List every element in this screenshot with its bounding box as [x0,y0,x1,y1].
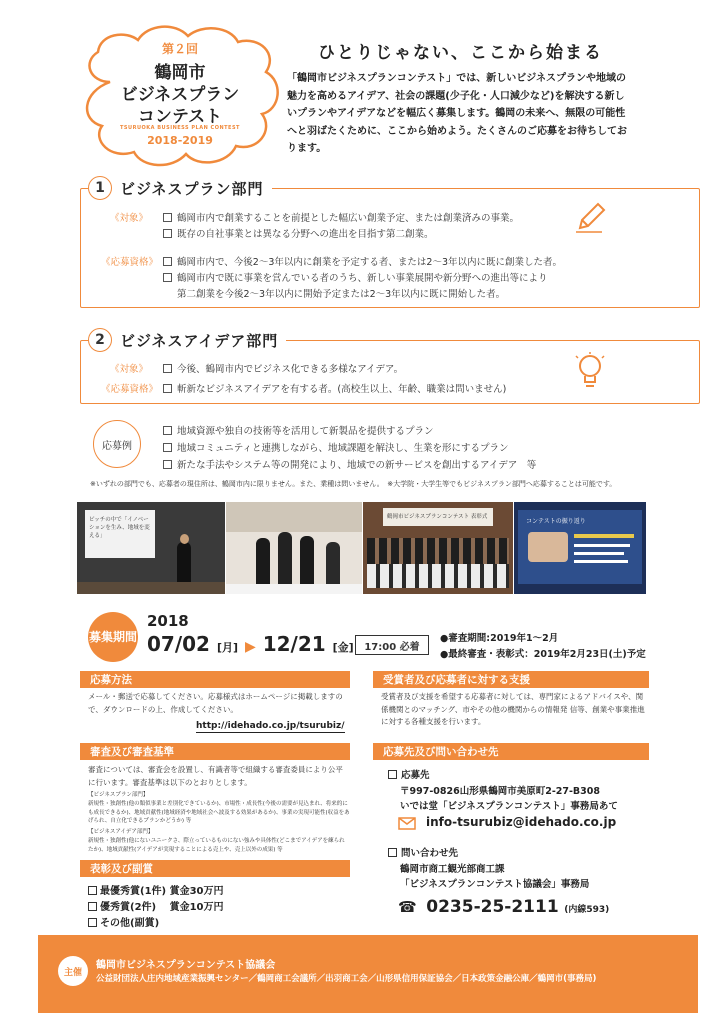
example-item: 新たな手法やシステム等の開発により、地域での新サービスを創出するアイデア 等 [163,457,536,471]
criteria-plan-text: 新規性・独創性(他の類似事業と差別化できているか)、市場性・成長性(今後の需要が見込まれ、将来的にも成長できるか)、地域貢献性(地域経済や地域社会へ波及する効果があるか)、事業の実現可能性(収益をあげられ、自立化できるプランかどうか) 等 [88,801,350,824]
checkbox-icon [163,460,172,469]
end-day: [金] [332,641,354,654]
host-name: 鶴岡市ビジネスプランコンテスト協議会 [96,960,276,971]
checkbox-icon [388,848,397,857]
checkbox-icon [88,886,97,895]
phone-number[interactable]: 0235-25-2111 [426,897,559,917]
howto-url[interactable]: http://idehado.co.jp/tsurubiz/ [196,721,345,731]
criteria-text: 審査については、審査会を設置し、有識者等で組織する審査委員により公平に行います。審査基準は以下のとおりとします。 [88,765,343,787]
period-year: 2018 [147,612,189,630]
inquiry-label: 問い合わせ先 [388,845,458,859]
logo-line2: ビジネスプラン [120,85,240,105]
end-date: 12/21 [262,632,326,656]
section1-qual-label: 《応募資格》 [101,257,159,268]
mail-icon [398,817,416,830]
section1-heading [88,175,272,201]
support-text: 受賞者及び支援を希望する応募者に対しては、専門家によるアドバイスや、関係機関とのマッチング、市やその他の機関からの情報発 信等、創業や事業推進に対する各種支援を行います。 [381,692,645,726]
tagline: ひとりじゃない、ここから始まる [318,43,603,63]
section2-target-item: 今後、鶴岡市内でビジネス化できる多様なアイデア。 [163,361,403,375]
checkbox-icon [163,213,172,222]
section2-target-label: 《対象》 [110,364,149,375]
checkbox-icon [388,770,397,779]
arrow-right-icon: ▶ [244,639,256,655]
final-review: ●最終審査・表彰式：2019年2月23日(土)予定 [440,649,646,660]
section2-number: 2 [88,328,112,352]
section1-target-item: 既存の自社事業とは異なる分野への進出を目指す第二創業。 [163,226,434,240]
host-members: 公益財団法人庄内地域産業振興センター／鶴岡商工会議所／出羽商工会／山形県信用保証協会／日本政策金融公庫／鶴岡市(事務局) [96,974,597,984]
start-date: 07/02 [147,632,210,656]
section1-number: 1 [88,176,112,200]
phone-icon: ☎ [398,898,417,916]
example-item: 地域資源や独自の技術等を活用して新製品を提供するプラン [163,423,434,437]
checkbox-icon [163,384,172,393]
review-period: ●審査期間:2019年1〜2月 [440,633,559,644]
logo-years: 2018-2019 [147,134,213,147]
apply-label: 応募先 [388,767,430,781]
apply-address: 〒997-0826山形県鶴岡市美原町2-27-B308 [400,786,601,797]
checkbox-icon [163,426,172,435]
deadline-box: 17:00 必着 [355,635,429,655]
award-item: 優秀賞(2件) 賞金10万円 [88,898,224,913]
section2-heading [88,327,286,353]
photo-presenter: ピッチの中で「イノベーションを生み、地域を変える」 [77,502,225,594]
support-heading: 受賞者及び応募者に対する支援 [373,671,649,688]
logo-edition: 第２回 [161,42,198,56]
inquiry-dept: 鶴岡市商工観光部商工課 [400,864,505,875]
checkbox-icon [163,229,172,238]
criteria-plan-head: 【ビジネスプラン部門】 [88,792,149,798]
eligibility-note: ※いずれの部門でも、応募者の現住所は、鶴岡市内に限りません。また、業種は問いません。 ※大学院・大学生等でもビジネスプラン部門へ応募することは可能です。 [90,480,617,488]
example-item: 地域コミュニティと連携しながら、地域課題を解決し、生業を形にするプラン [163,440,509,454]
section2-qual-item: 斬新なビジネスアイデアを有する者。(高校生以上、年齢、職業は問いません) [163,381,506,395]
inquiry-assoc: 「ビジネスプランコンテスト協議会」事務局 [400,879,590,890]
photo-slide: コンテストの振り返り [514,502,646,594]
checkbox-icon [163,364,172,373]
checkbox-icon [88,918,97,927]
checkbox-icon [88,902,97,911]
award-item: 最優秀賞(1件) 賞金30万円 [88,882,224,897]
photo-group: 鶴岡市ビジネスプランコンテスト 表彰式 [363,502,513,594]
contact-heading: 応募先及び問い合わせ先 [373,743,649,760]
section1-title: ビジネスプラン部門 [120,179,264,198]
logo-line1: 鶴岡市 [154,63,206,83]
start-day: [月] [216,641,238,654]
section1-qual-item: 鶴岡市内で既に事業を営んでいる者のうち、新しい事業展開や新分野への進出等により [163,270,548,284]
criteria-heading: 審査及び審査基準 [80,743,350,760]
logo-roman: TSURUOKA BUSINESS PLAN CONTEST [120,125,240,131]
award-item: その他(副賞) [88,914,159,929]
checkbox-icon [163,273,172,282]
host-badge: 主催 [58,956,88,986]
criteria-idea-text: 新規性・独創性(他にないユニークさ、際立っているものにない強みや具体性(どこまでアイデアを練られたか)、地域貢献性(アイデアが実現することによる売上や、売上以外の成果) 等 [88,838,345,853]
section1-target-label: 《対象》 [110,213,149,224]
section1-qual-item: 鶴岡市内で、今後2〜3年以内に創業を予定する者、または2〜3年以内に既に創業した者。 [163,254,562,268]
section1-qual-cont: 第二創業を今後2〜3年以内に開始予定または2〜3年以内に既に開始した者。 [177,289,506,300]
date-range [147,632,354,656]
pencil-icon [572,200,608,236]
examples-label: 応募例 [93,420,141,468]
checkbox-icon [163,257,172,266]
logo-line3: コンテスト [137,107,223,127]
light-bulb-icon [574,352,606,392]
checkbox-icon [163,443,172,452]
section2-title: ビジネスアイデア部門 [120,331,279,350]
howto-text: メール・郵送で応募してください。応募様式はホームページに掲載しますので、ダウンロードの上、作成してください。 [88,692,343,714]
criteria-idea-head: 【ビジネスアイデア部門】 [88,829,154,835]
section1-target-item: 鶴岡市内で創業することを前提とした幅広い創業予定、または創業済みの事業。 [163,210,519,224]
awards-heading: 表彰及び副賞 [80,860,350,877]
photo-award-ceremony [226,502,362,594]
howto-heading: 応募方法 [80,671,350,688]
phone-ext: (内線593) [564,905,610,915]
intro-text: 「鶴岡市ビジネスプランコンテスト」では、新しいビジネスプランや地域の魅力を高めるアイデア、社会の課題(少子化・人口減少など)を解決する新しいプランやアイデアなどを幅広く募集します。鶴岡の未来へ、無限の可能性へと羽ばたくために、ここから始めよう。たくさんのご応募をお待ちしております。 [287,73,627,154]
contest-logo [70,22,290,172]
contact-email[interactable]: info-tsurubiz@idehado.co.jp [426,815,617,829]
section2-qual-label: 《応募資格》 [101,384,159,395]
apply-office: いでは堂「ビジネスプランコンテスト」事務局あて [400,801,618,812]
period-badge: 募集期間 [88,612,138,662]
phone-line [398,897,609,917]
